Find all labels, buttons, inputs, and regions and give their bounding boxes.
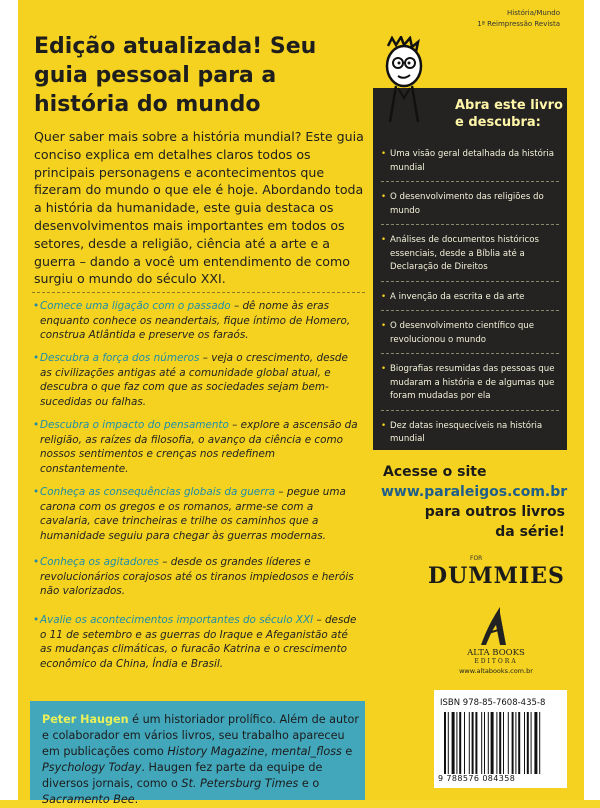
publication-name: St. Petersburg Times xyxy=(181,777,299,790)
dummies-logo xyxy=(428,555,565,589)
feature-text: – veja o crescimento, desde as civilizações antigas até a comunidade global atual, e descubra o que faz com que as sociedades sejam bem-sucedidas ou falhas. xyxy=(40,352,348,408)
feature-item xyxy=(40,485,360,543)
inside-book-item: • O desenvolvimento científico que revolucionou o mundo xyxy=(381,320,559,354)
left-margin xyxy=(0,0,18,800)
bio-text: e xyxy=(341,745,353,758)
barcode-bar xyxy=(481,712,482,774)
barcode-bar xyxy=(464,712,465,774)
edition-text: 1ª Reimpressão Revista xyxy=(477,20,560,28)
barcode-bar xyxy=(444,712,446,774)
inside-book-title: Abra este livro e descubra: xyxy=(455,98,563,130)
website-link[interactable]: www.paraleigos.com.br xyxy=(381,484,568,500)
author-bio-text xyxy=(42,712,364,808)
publisher-logo xyxy=(446,605,546,675)
publication-name: Sacramento Bee xyxy=(42,793,135,806)
feature-text: – dê nome às eras enquanto conhece os neandertais, fique íntimo de Homero, construa Atlântida e preserve os faraós. xyxy=(40,300,351,341)
barcode-bar xyxy=(518,712,520,774)
inside-book-item: • Análises de documentos históricos essenciais, desde a Bíblia até a Declaração de Direitos xyxy=(381,234,559,282)
feature-heading: Conheça as consequências globais da guerra xyxy=(40,486,276,498)
author-name: Peter Haugen xyxy=(42,713,129,726)
dummies-wordmark: DUMMIES xyxy=(428,563,565,589)
barcode-bar xyxy=(508,712,509,774)
feature-heading: Conheça os agitadores xyxy=(40,556,159,568)
dummies-for-text: FOR xyxy=(470,555,483,562)
barcode-bar xyxy=(531,712,532,774)
inside-book-list xyxy=(381,148,559,462)
barcode-bar xyxy=(488,712,489,774)
inside-book-item: • Dez datas inesquecíveis na história mundial xyxy=(381,420,559,453)
category-text: História/Mundo xyxy=(507,9,560,17)
publication-name: Psychology Today xyxy=(42,761,142,774)
website-text: da série! xyxy=(495,524,565,540)
barcode-bar xyxy=(475,712,477,774)
feature-text: – pegue uma carona com os gregos e os romanos, arme-se com a cavalaria, cave trincheiras e trilhe os caminhos que a humanidade seguiu para chegar às guerras modernas. xyxy=(40,486,346,542)
feature-heading: Descubra o impacto do pensamento xyxy=(40,419,229,431)
barcode-bar xyxy=(527,712,529,774)
feature-text: – desde os grandes líderes e revolucionários corajosos até os tiranos impiedosos e heróis não valorizados. xyxy=(40,556,354,597)
barcode-bar xyxy=(503,712,504,774)
barcode-bar xyxy=(459,712,461,774)
feature-item xyxy=(40,418,360,476)
author-bio xyxy=(30,701,365,806)
feature-heading: Comece uma ligação com o passado xyxy=(40,300,231,312)
barcode-bar xyxy=(534,712,537,774)
barcode-bar xyxy=(472,712,474,774)
isbn-text: ISBN 978-85-7608-435-8 xyxy=(440,698,546,708)
feature-item xyxy=(40,299,360,343)
barcode-bar xyxy=(452,712,455,774)
barcode-digits: 9 788576 084358 xyxy=(438,774,516,783)
dummies-guy-icon xyxy=(374,36,438,122)
barcode-bar xyxy=(524,712,525,774)
publisher-a-icon xyxy=(478,605,514,647)
barcode-bar xyxy=(539,712,540,774)
barcode-bar xyxy=(499,712,501,774)
inside-book-item: • Uma visão geral detalhada da história mundial xyxy=(381,148,559,182)
bio-text: e o xyxy=(298,777,320,790)
feature-item xyxy=(40,351,360,409)
publication-name: History Magazine xyxy=(167,745,265,758)
barcode-bar xyxy=(469,712,470,774)
category-label xyxy=(477,8,560,30)
barcode-bar xyxy=(512,712,514,774)
barcode-block xyxy=(434,690,567,788)
feature-heading: Avalie os acontecimentos importantes do século XXI xyxy=(40,614,314,626)
barcode-bar xyxy=(456,712,457,774)
publisher-url: www.altabooks.com.br xyxy=(459,667,533,675)
feature-heading: Descubra a força dos números xyxy=(40,352,200,364)
inside-book-item: • O desenvolvimento das religiões do mundo xyxy=(381,191,559,225)
feature-item xyxy=(40,555,360,599)
bio-text: é um historiador prolífico. Além de autor e colaborador em vários livros, seu trabalho apareceu em publicações como xyxy=(42,713,359,758)
feature-item xyxy=(40,613,360,671)
feature-text: – desde o 11 de setembro e as guerras do Iraque e Afeganistão até as mudanças climáticas, o furacão Katrina e o crescimento econômico da China, Índia e Brasil. xyxy=(40,614,357,670)
publisher-name: ALTA BOOKS xyxy=(467,648,525,658)
bio-text: . xyxy=(134,793,139,806)
bio-text: . Haugen fez parte da equipe de diversos jornais, como o xyxy=(42,761,323,790)
bio-text: , xyxy=(264,745,272,758)
website-text: para outros livros xyxy=(424,504,565,520)
inside-book-box xyxy=(373,88,567,450)
barcode-bar xyxy=(491,712,494,774)
website-intro: Acesse o site xyxy=(383,464,487,480)
headline: Edição atualizada! Seu guia pessoal para a história do mundo xyxy=(34,34,317,117)
feature-list xyxy=(32,292,365,686)
barcode-bar xyxy=(496,712,497,774)
inside-book-item: • Biografias resumidas das pessoas que mudaram a história e de algumas que foram mudadas por ela xyxy=(381,363,559,411)
barcode-bar xyxy=(484,712,485,774)
barcode-bar xyxy=(515,712,516,774)
barcode-icon xyxy=(444,712,557,774)
publisher-sub: EDITORA xyxy=(474,658,518,665)
inside-book-item: • A invenção da escrita e da arte xyxy=(381,291,559,312)
feature-text: – explore a ascensão da religião, as raízes da filosofia, o avanço da ciência e como nossos sentimentos e crenças nos redefinem constantemente. xyxy=(40,419,358,475)
barcode-bar xyxy=(448,712,449,774)
publication-name: mental_floss xyxy=(271,745,342,758)
intro-paragraph: Quer saber mais sobre a história mundial? Este guia conciso explica em detalhes claros todos os principais personagens e acontecimentos que fizeram do mundo o que ele é hoje. Abordando toda a história da humanidade, este guia destaca os desenvolvimentos mais importantes em todos os setores, desde a religião, ciência até a arte e a guerra – dando a você um entendimento de como surgiu o mundo do século XXI. xyxy=(34,129,364,287)
right-margin xyxy=(584,0,600,800)
